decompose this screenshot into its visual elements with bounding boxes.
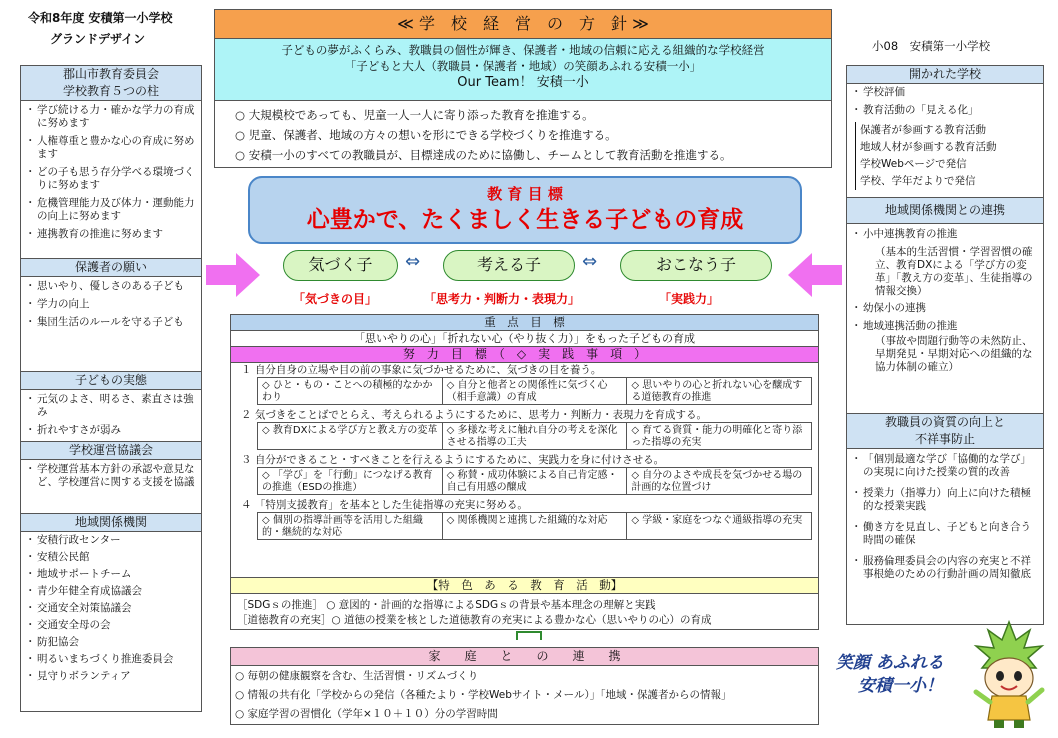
left-arrow-icon [206, 250, 262, 300]
effort-cell: ◇ 自分と他者との関係性に気づく心（相手意識）の育成 [443, 378, 628, 404]
staff-item: ・ 授業力（指導力）向上に向けた積極的な授業実践 [851, 487, 1039, 513]
coop-detail: （事故や問題行動等の未然防止、早期発見・早期対応への組織的な協力体制の確立） [875, 335, 1033, 373]
effort-cell: ◇ 自分のよさや成長を気づかせる場の計画的な位置づけ [631, 470, 803, 493]
focus-title: 重 点 目 標 [231, 315, 818, 331]
policy-line2: 「子どもと大人（教職員・保護者・地域）の笑顔あふれる安積一小」 [344, 59, 702, 73]
education-goal [248, 176, 802, 244]
children-title: 子どもの実態 [20, 372, 202, 390]
coop-title: 地域関係機関との連携 [846, 198, 1044, 224]
pillar-item: ・ 危機管理能力及び体力・運動能力の向上に努めます [25, 197, 197, 223]
effort-row [257, 512, 812, 540]
policy-line3: Our Team！ 安積一小 [457, 75, 589, 90]
parent-wish-item: ・ 学力の向上 [25, 298, 197, 311]
family-row: ○ 家庭学習の習慣化（学年×１０＋１０）分の学習時間 [235, 708, 498, 720]
children-list [20, 390, 202, 442]
policy-item: ○ 児童、保護者、地域の方々の想いを形にできる学校づくりを推進する。 [235, 128, 617, 142]
child-fact-item: ・ 元気のよさ、明るさ、素直さは強み [25, 393, 197, 419]
coop-item: ・ 幼保小の連携 [851, 302, 1039, 315]
staff-item: ・ 働き方を見直し、子どもと向き合う時間の確保 [851, 521, 1039, 547]
open-school-subitem: 学校Webページで発信 [860, 158, 967, 170]
open-school-subitem: 学校、学年だよりで発信 [860, 175, 976, 187]
effort-row [257, 377, 812, 405]
policy-items [214, 101, 832, 168]
focus-text: 「思いやりの心」「折れない心（やり抜く力）」をもった子どもの育成 [231, 331, 818, 347]
family-box [230, 647, 819, 725]
org-item: ・ 地域サポートチーム [25, 568, 197, 581]
coop-list [846, 224, 1044, 414]
effort-cell: ◇ 学級・家庭をつなぐ通級指導の充実 [631, 515, 803, 526]
pillar-item: ・ 学び続ける力・確かな学力の育成に努めます [25, 104, 197, 130]
open-school-subitem: 保護者が参画する教育活動 [860, 124, 986, 136]
policy-title: ≪ 学 校 経 営 の 方 針 ≫ [214, 9, 832, 39]
org-item: ・ 安積行政センター [25, 534, 197, 547]
policy-item: ○ 安積一小のすべての教職員が、目標達成のために協働し、チームとして教育活動を推進する。 [235, 148, 732, 162]
policy-line1: 子どもの夢がふくらみ、教職員の個性が輝き、保護者・地域の信頼に応える組織的な学校経営 [281, 43, 765, 57]
effort-cell: ◇ 思いやりの心と折れない心を醸成する道徳教育の推進 [631, 380, 803, 403]
special-title: 【特 色 あ る 教 育 活 動】 [231, 577, 818, 594]
effort-section-head: ４ 「特別支援教育」を基本とした生徒指導の充実に努める。 [241, 499, 528, 511]
org-item: ・ 見守りボランティア [25, 670, 197, 683]
open-school-subitem: 地域人材が参画する教育活動 [860, 141, 997, 153]
ability-act: 「実践力」 [659, 292, 720, 306]
slogan-line2: 安積一小！ [858, 676, 943, 696]
kid-pill-think: 考える子 [443, 250, 575, 281]
open-school-title: 開かれた学校 [846, 65, 1044, 84]
staff-item: ・ 「個別最適な学び「協働的な学び」の実現に向けた授業の質的改善 [851, 453, 1039, 479]
effort-cell: ◇ 称賛・成功体験による自己肯定感・自己有用感の醸成 [443, 468, 628, 494]
family-row: ○ 毎朝の健康観察を含む、生活習慣・リズムづくり [235, 670, 479, 682]
goals-frame [230, 314, 819, 630]
staff-item: ・ 服務倫理委員会の内容の充実と不祥事根絶のための行動計画の周知徹底 [851, 555, 1039, 581]
staff-title: 教職員の資質の向上と 不祥事防止 [846, 414, 1044, 449]
effort-title: 努 力 目 標 （ ◇ 実 践 事 項 ） [231, 347, 818, 363]
council-list [20, 460, 202, 514]
goal-label: 教 育 目 標 [487, 185, 563, 203]
parents-list [20, 277, 202, 372]
effort-cell: ◇ ひと・もの・ことへの積極的なかかわり [258, 378, 443, 404]
effort-cell: ◇ 多様な考えに触れ自分の考えを深化させる指導の工夫 [443, 423, 628, 449]
special-row: ［道徳教育の充実］○ 道徳の授業を核とした道徳教育の充実による豊かな心（思いやりの心）の育成 [237, 614, 712, 626]
effort-cell: ◇ 「学び」を「行動」につなげる教育の推進（ESDの推進） [258, 468, 443, 494]
orgs-title: 地域関係機関 [20, 514, 202, 532]
effort-section-head: ３ 自分ができること・すべきことを行えるようにするために、実践力を身に付けさせる。 [241, 454, 665, 466]
ability-notice: 「気づきの目」 [293, 292, 378, 306]
goal-text: 心豊かで、たくましく生きる子どもの育成 [306, 207, 744, 233]
org-item: ・ 交通安全母の会 [25, 619, 197, 632]
slogan-line1: 笑顔 あふれる [836, 653, 944, 673]
right-column [846, 65, 1044, 625]
effort-cell: ◇ 個別の指導計画等を活用した組織的・継続的な対応 [258, 513, 443, 539]
org-item: ・ 防犯協会 [25, 636, 197, 649]
staff-list [846, 449, 1044, 625]
policy-box [214, 39, 832, 101]
school-subtitle: グランドデザイン [50, 32, 146, 46]
council-title: 学校運営協議会 [20, 442, 202, 460]
parent-wish-item: ・ 集団生活のルールを守る子ども [25, 316, 197, 329]
pillar-item: ・ どの子も思う存分学べる環境づくりに努めます [25, 166, 197, 192]
open-school-item: ・ 学校評価 [851, 86, 1039, 99]
policy-item: ○ 大規模校であっても、児童一人一人に寄り添った教育を推進する。 [235, 108, 594, 122]
double-arrow-icon: ⇔ [582, 251, 598, 272]
effort-section-head: １ 自分自身の立場や目の前の事象に気づかせるために、気づきの目を養う。 [241, 364, 602, 376]
coop-item: ・ 小中連携教育の推進 [851, 228, 1039, 241]
right-arrow-icon [786, 250, 842, 300]
effort-row [257, 422, 812, 450]
double-arrow-icon: ⇔ [405, 251, 421, 272]
connector-icon [516, 631, 542, 640]
org-item: ・ 明るいまちづくり推進委員会 [25, 653, 197, 666]
effort-cell: ◇ 教育DXによる学び方と教え方の変革 [258, 423, 443, 449]
family-row: ○ 情報の共有化「学校からの発信（各種たより・学校Webサイト・メール）」「地域・保護者からの情報」 [235, 689, 732, 701]
school-code: 小08 安積第一小学校 [872, 39, 991, 53]
org-item: ・ 交通安全対策協議会 [25, 602, 197, 615]
parents-title: 保護者の願い [20, 259, 202, 277]
orgs-list [20, 532, 202, 712]
council-item: ・ 学校運営基本方針の承認や意見など、学校運営に関する支援を協議 [25, 463, 197, 489]
coop-item: ・ 地域連携活動の推進 [851, 320, 1039, 333]
kid-pill-act: おこなう子 [620, 250, 772, 281]
open-school-list [846, 84, 1044, 198]
parent-wish-item: ・ 思いやり、優しさのある子ども [25, 280, 197, 293]
kid-pill-notice: 気づく子 [283, 250, 398, 281]
org-item: ・ 青少年健全育成協議会 [25, 585, 197, 598]
effort-cell: ◇ 関係機関と連携した組織的な対応 [443, 513, 628, 539]
board-title: 郡山市教育委員会 学校教育５つの柱 [20, 65, 202, 101]
org-item: ・ 安積公民館 [25, 551, 197, 564]
effort-row [257, 467, 812, 495]
school-title: 令和8年度 安積第一小学校 [28, 11, 173, 25]
pillars-list [20, 101, 202, 259]
left-column [20, 65, 202, 712]
coop-detail: （基本的生活習慣・学習習慣の確立、教育DXによる「学び方の変革」「教え方の変革」、生徒指導の情報交換） [875, 246, 1033, 297]
open-school-item: ・ 教育活動の「見える化」 [851, 104, 1039, 117]
mascot-icon [968, 618, 1050, 730]
ability-think: 「思考力・判断力・表現力」 [424, 292, 581, 306]
pillar-item: ・ 連携教育の推進に努めます [25, 228, 197, 241]
child-fact-item: ・ 折れやすさが弱み [25, 424, 197, 437]
effort-section-head: ２ 気づきをことばでとらえ、考えられるようにするために、思考力・判断力・表現力を育成する。 [241, 409, 707, 421]
effort-cell: ◇ 育てる資質・能力の明確化と寄り添った指導の充実 [631, 425, 803, 448]
special-row: ［SDGｓの推進］ ○ 意図的・計画的な指導によるSDGｓの背景や基本理念の理解と実践 [237, 599, 656, 611]
pillar-item: ・ 人権尊重と豊かな心の育成に努めます [25, 135, 197, 161]
family-title: 家 庭 と の 連 携 [231, 648, 818, 666]
